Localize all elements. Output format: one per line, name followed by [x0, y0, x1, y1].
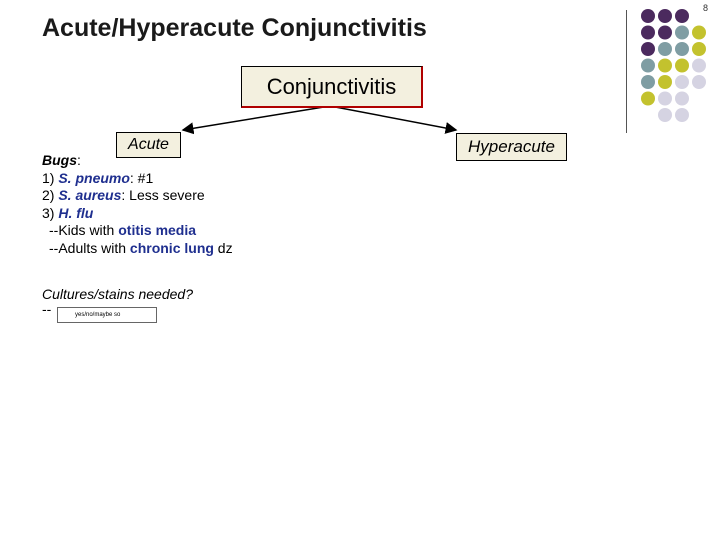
organism-name: H. flu	[58, 204, 94, 221]
sub-item-emphasis: chronic lung	[129, 239, 214, 256]
arrow-to-acute	[183, 106, 330, 130]
item-number: 3)	[42, 204, 59, 221]
arrow-to-hyperacute	[330, 106, 456, 130]
list-item	[42, 170, 233, 188]
sub-item	[42, 240, 233, 258]
diagram-node-hyperacute: Hyperacute	[456, 133, 567, 161]
sub-item-suffix: dz	[213, 239, 233, 256]
sub-item-emphasis: otitis media	[118, 222, 197, 238]
item-detail: : Less severe	[121, 187, 205, 203]
cultures-dash: --	[42, 301, 52, 317]
cultures-question: Cultures/stains needed?	[42, 286, 193, 302]
diagram-node-conjunctivitis: Conjunctivitis	[241, 66, 423, 108]
slide-title: Acute/Hyperacute Conjunctivitis	[42, 14, 427, 42]
bugs-heading: Bugs	[42, 152, 77, 168]
item-detail: : #1	[129, 169, 154, 186]
item-number: 2)	[42, 187, 59, 203]
bugs-heading-colon: :	[77, 152, 81, 168]
sub-item-text: --Kids with	[49, 222, 119, 238]
answer-reveal-box[interactable]: yes/no/maybe so	[57, 307, 157, 323]
diagram-node-acute: Acute	[116, 132, 181, 158]
bugs-list	[42, 152, 233, 257]
list-item	[42, 205, 233, 223]
page-number: 8	[703, 3, 709, 13]
organism-name: S. pneumo	[58, 169, 130, 186]
organism-name: S. aureus	[58, 187, 122, 203]
sub-item	[42, 222, 233, 240]
bugs-heading-line	[42, 152, 233, 170]
list-item	[42, 187, 233, 205]
item-number: 1)	[42, 169, 59, 186]
sub-item-text: --Adults with	[49, 239, 130, 256]
